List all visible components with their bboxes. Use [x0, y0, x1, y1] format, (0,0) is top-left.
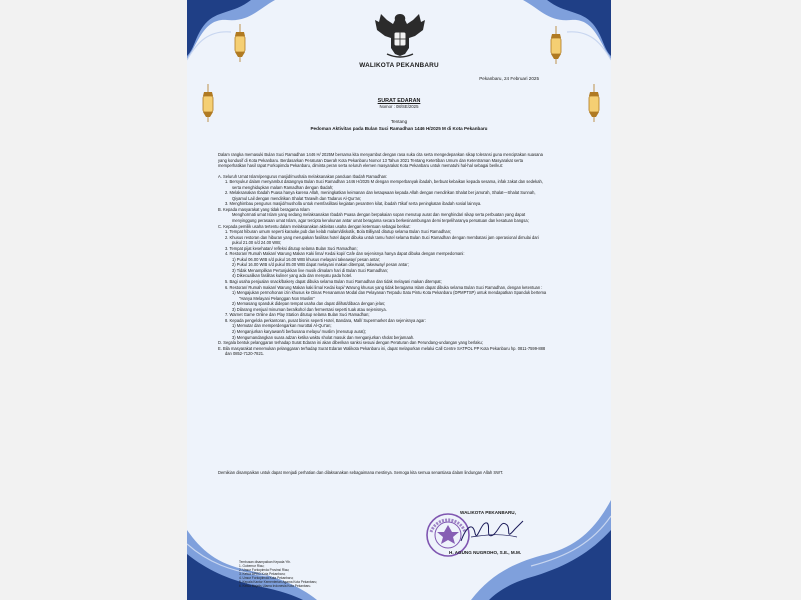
sub-list-item: 1) Memutar dan memperdengarkan murottal Al-Qur'an; [232, 323, 332, 329]
list-item: 7. Warnet Game Online dan Play Station ditutup selama Bulan Suci Ramadhan; [225, 312, 370, 318]
letter-page [187, 0, 611, 600]
lantern-icon [233, 24, 247, 64]
sub-list-item: 4) Dikecualikan fasilitas kuliner yang ada dan menyatu pada hotel. [232, 273, 353, 279]
sub-list-item: 1) Mengajukan permohonan izin khusus ke Dinas Penanaman Modal dan Pelayanan Terpadu Satu Pintu Kota Pekanbaru (DPMPTSP) untuk mendapatkan Spanduk bertema "Hanya Melayani Pelanggan Non Muslim" [232, 290, 547, 301]
section-b-heading: B. Kepada masyarakat yang tidak beragama Islam [218, 206, 310, 212]
section-a-heading: A. Seluruh Umat Islam/pengurus masjid/mushala melaksanakan panduan Ibadah Ramadhan: [218, 173, 388, 179]
list-item: 2. Melaksanakan Ibadah Puasa hanya karena Allah, meningkatkan keimanan dan ketaqwaan kepada Allah dengan mendirikan Shalat ber jama'ah, Shalat—Shalat Sunnah, Qiyamul Lail dengan mendirikan Shalat Tarawih dan Tadarus Al-Qur'an; [225, 190, 536, 201]
place-date: Pekanbaru, 24 Februari 2025 [479, 76, 539, 81]
letter-title: SURAT EDARAN [377, 98, 421, 104]
list-item: 3. Ketua DPRD Kota Pekanbaru; [239, 572, 286, 576]
letter-number: Nomor : 08/SE/2025 [379, 104, 419, 109]
sub-list-item: 3) Dilarang menjual minuman beralkohol dan fermentasi seperti tuak atau sejenisnya. [232, 306, 387, 312]
signer-name: H. AGUNG NUGROHO, S.E., M.M. [449, 550, 522, 555]
handwritten-signature [455, 515, 525, 549]
list-item: 5. Bagi usaha penjualan snack/bakery dapat dibuka selama Bulan Suci Ramadhan dan tidak melayani makan ditempat; [225, 279, 442, 285]
list-item: 1. Gubernur Riau; [239, 564, 265, 568]
tentang-label: Tentang [390, 119, 408, 124]
list-item: 6. Ketua Majelis Ulama Indonesia Kota Pekanbaru. [239, 584, 312, 588]
list-item: 2. Khusus restoran dan hiburan yang merupakan fasilitas hotel dapat dibuka untuk tamu hotel selama Bulan Suci Ramadhan dengan membatasi jam operasional dimulai dari pukul 21.00 s/d 24.00 WIB; [225, 234, 539, 246]
sub-list-item: 2) Menganjurkan karyawan/ti berbusana melayu/ muslim (menutup aurat); [232, 328, 367, 334]
list-item: 5. Kepala Kantor Kementerian Agama Kota Pekanbaru; [239, 580, 318, 584]
list-item: 4. Unsur Forkopimda Kota Pekanbaru; [239, 576, 294, 580]
section-d: D. Segala bentuk pelanggaran terhadap Surat Edaran ini akan diberikan sanksi sesuai dengan Peraturan dan Perundang-undangan yang berlaku; [218, 340, 483, 346]
list-item: 4. Restoran/ Rumah Makan/ Warung Makan Kaki lima/ Kedai kopi/ Cafe dan sejenisnya hanya dapat dibuka dengan mempedomani: [225, 251, 465, 257]
list-item: 6. Restoran/ Rumah makan/ Warung Makan kaki lima/ Kedai kopi/ Warung khusus yang tidak beragama Islam dapat dibuka selama Bulan Suci Ramadhan, dengan ketentuan : [225, 284, 543, 290]
list-item: 3. Menghimbau pengurus masjid/musholla untuk memfasilitasi kegiatan pesantren kilat, ibadah I'tikaf serta peningkatan ibadah sosial lainnya. [225, 201, 482, 207]
list-item: 3. Tempat pijat kesehatan/ refleksi ditutup selama Bulan Suci Ramadhan; [225, 245, 358, 251]
sub-list-item: 3) Tidak Menampilkan Pertunjukkan live musik dimalam hari di Bulan Suci Ramadhan; [232, 267, 389, 273]
sub-list-item: 1) Pukul 06.00 WIB s/d pukul 16.00 WIB khusus melayani takeaway/ pesan antar; [232, 256, 381, 262]
sub-list-item: 3) Mengumandangkan suara adzan ketika waktu sholat masuk dan menganjurkan sholat berjamaah. [232, 334, 415, 340]
intro-paragraph: Dalam rangka memasuki Bulan Suci Ramadhan 1446 H/ 2025M bersama kita menyambut dengan rasa suka cita serta mengedepankan sikap toleransi guna menciptakan suasana yang kondusif di Kota Pekanbaru. Berdasarkan Peraturan Daerah Kota Pekanbaru Nomor 13 Tahun 2021 Tentang Ketertiban Umum dan Ketentraman Masyarakat serta memperhatikan hasil rapat Forkopimda Pekanbaru, diminta peran serta seluruh elemen masyarakat Kota Pekanbaru untuk mematuhi hal-hal sebagai berikut: [218, 152, 543, 169]
letter-body [218, 152, 548, 357]
list-item: 1. Tempat hiburan umum seperti karaoke,pub dan kelab malam/diskotik, Bola Billiyard ditutup selama Bulan Suci Ramadhan; [225, 229, 452, 235]
garuda-emblem-icon [373, 8, 427, 60]
section-e: E. Bila masyarakat menemukan pelanggaran terhadap Surat Edaran Walikota Pekanbaru ini, dapat melaporkan melalui Call Centre SATPOL PP Kota Pekanbaru hp. 0811-7599-888 dan 0852-7120-7821. [218, 345, 546, 357]
list-item: 1. Bersyukur dalam menyambut datangnya Bulan Suci Ramadhan 1446 H/2025 M dengan memperbanyak ibadah, berbuat kebaikan kepada sesama, infak zakat dan sedekah, serta menghidupkan malam Ramadhan dengan Ibadah; [225, 179, 543, 190]
letterhead-title: WALIKOTA PEKANBARU [359, 62, 439, 69]
closing-paragraph: Demikian disampaikan untuk dapat menjadi perhatian dan dilaksanakan sebagaimana mestinya. Semoga kita semua senantiasa dalam lindungan Allah SWT. [218, 470, 504, 475]
sub-list-item: 2) Pukul 16.00 WIB s/d pukul 05.00 WIB dapat melayani makan ditempat, takeaway/ pesan antar; [232, 262, 409, 268]
letter-subject: Pedoman Aktivitas pada Bulan Suci Ramadhan 1446 H/2025 M di Kota Pekanbaru [310, 126, 488, 131]
section-c-heading: C. Kepada pemilik usaha tertentu dalam melaksanakan aktivitas usaha dengan ketentuan sebagai berikut: [218, 223, 411, 229]
sub-list-item: 2) Memasang spanduk didepan tempat usaha dan dapat dilihat/dibaca dengan jelas; [232, 301, 386, 307]
lantern-icon [549, 26, 563, 66]
list-item: 2. Unsur Forkopimda Provinsi Riau; [239, 568, 290, 572]
tembusan-heading: Tembusan disampaikan Kepada Yth. [239, 560, 291, 564]
section-b-text: Menghormati umat Islam yang sedang melaksanakan Ibadah Puasa dengan berpakaian sopan menutup aurat dan menghindari sikap serta perbuatan yang dapat menyinggung perasaan umat Islam, agar tercipta kerukunan antar umat beragama secara berkesinambungan demi terpeliharanya persatuan dan kesatuan bangsa; [232, 212, 529, 224]
signer-title: WALIKOTA PEKANBARU, [460, 510, 516, 515]
tembusan-list [239, 560, 317, 588]
list-item: 8. Kepada pengelola perkantoran, pusat bisnis seperti Hotel, Bandara, Mall/ Supermarket dan sejenisnya agar: [225, 317, 426, 323]
